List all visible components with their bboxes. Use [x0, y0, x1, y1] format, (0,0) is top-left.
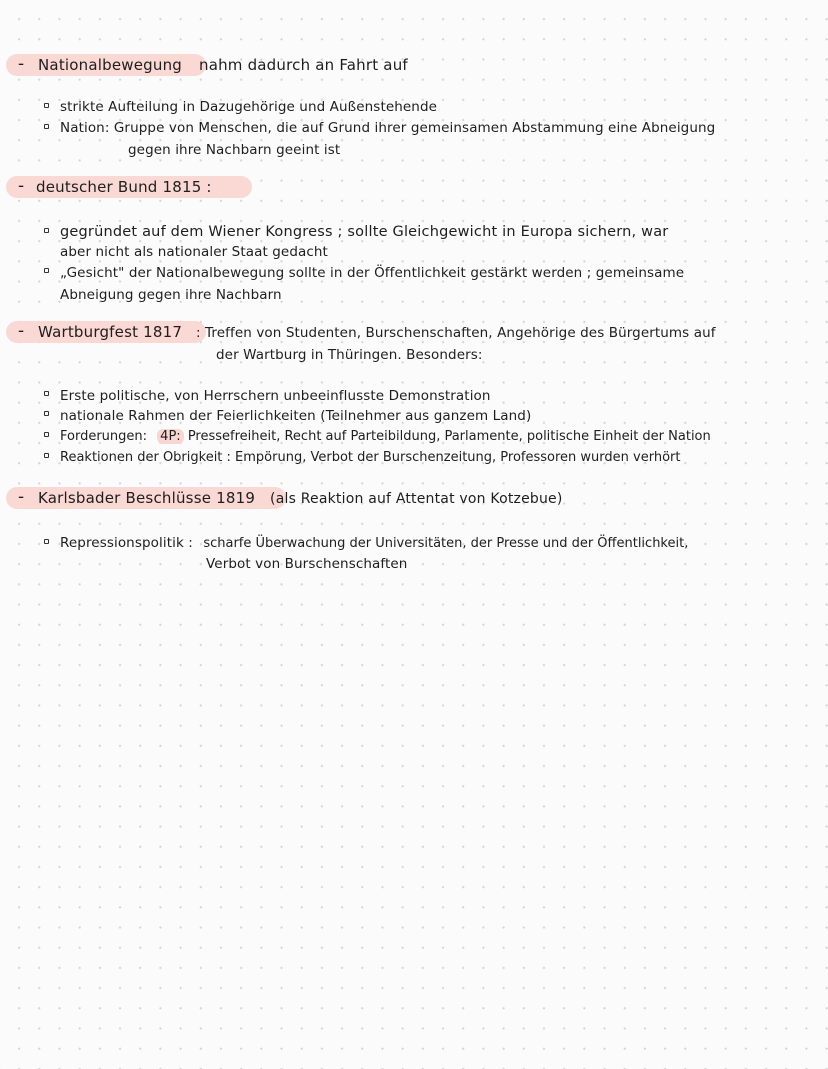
bullet-text-continued: gegen ihre Nachbarn geeint ist — [128, 142, 341, 158]
heading-text: Karlsbader Beschlüsse 1819 — [38, 489, 256, 507]
bullet-icon — [44, 228, 49, 233]
forderungen-label: Forderungen: — [60, 429, 148, 444]
bullet-icon — [44, 103, 49, 108]
4p-tag: 4P: — [157, 429, 184, 444]
bullet-text-continued: Verbot von Burschenschaften — [206, 556, 408, 572]
bullet-text: Nation: Gruppe von Menschen, die auf Grund ihrer gemeinsamen Abstammung eine Abneigung — [60, 120, 716, 136]
bullet-text: nationale Rahmen der Feierlichkeiten (Teilnehmer aus ganzem Land) — [60, 408, 532, 424]
bullet-icon — [44, 268, 49, 273]
bullet-text: „Gesicht" der Nationalbewegung sollte in der Öffentlichkeit gestärkt werden ; gemeinsame — [60, 265, 685, 281]
bullet-text: Reaktionen der Obrigkeit : Empörung, Verbot der Burschenzeitung, Professoren wurden verhört — [60, 450, 681, 465]
heading-rest-continued: der Wartburg in Thüringen. Besonders: — [216, 347, 483, 363]
section-heading-nationalbewegung — [38, 55, 408, 75]
section-dash: - — [18, 54, 25, 74]
bullet-text-continued: Abneigung gegen ihre Nachbarn — [60, 287, 282, 303]
section-heading-karlsbader — [38, 488, 563, 509]
bullet-icon — [44, 539, 49, 544]
bullet-text: strikte Aufteilung in Dazugehörige und Außenstehende — [60, 99, 438, 115]
repressionspolitik-label: Repressionspolitik : — [60, 535, 193, 551]
bullet-text-repressionspolitik — [60, 533, 688, 554]
heading-rest: nahm dadurch an Fahrt auf — [198, 56, 408, 74]
bullet-text-forderungen — [60, 427, 711, 447]
bullet-text: gegründet auf dem Wiener Kongress ; sollte Gleichgewicht in Europa sichern, war — [60, 224, 669, 240]
heading-rest: : Treffen von Studenten, Burschenschaften, Angehörige des Bürgertums auf — [196, 325, 716, 341]
bullet-icon — [44, 432, 49, 437]
section-dash: - — [18, 321, 25, 341]
heading-rest: (als Reaktion auf Attentat von Kotzebue) — [270, 491, 563, 507]
bullet-text-continued: aber nicht als nationaler Staat gedacht — [60, 244, 328, 260]
forderungen-text: Pressefreiheit, Recht auf Parteibildung, Parlamente, politische Einheit der Nation — [187, 429, 711, 444]
section-dash: - — [18, 176, 25, 196]
bullet-icon — [44, 391, 49, 396]
heading-text: Nationalbewegung — [38, 56, 183, 74]
bullet-icon — [44, 411, 49, 416]
bullet-icon — [44, 124, 49, 129]
section-dash: - — [18, 487, 25, 507]
section-heading-deutscher-bund: deutscher Bund 1815 : — [36, 178, 212, 196]
bullet-text: Erste politische, von Herrschern unbeeinflusste Demonstration — [60, 388, 491, 404]
section-heading-wartburgfest: Wartburgfest 1817 — [38, 323, 183, 341]
repressionspolitik-text: scharfe Überwachung der Universitäten, der Presse und der Öffentlichkeit, — [203, 536, 689, 551]
bullet-icon — [44, 453, 49, 458]
